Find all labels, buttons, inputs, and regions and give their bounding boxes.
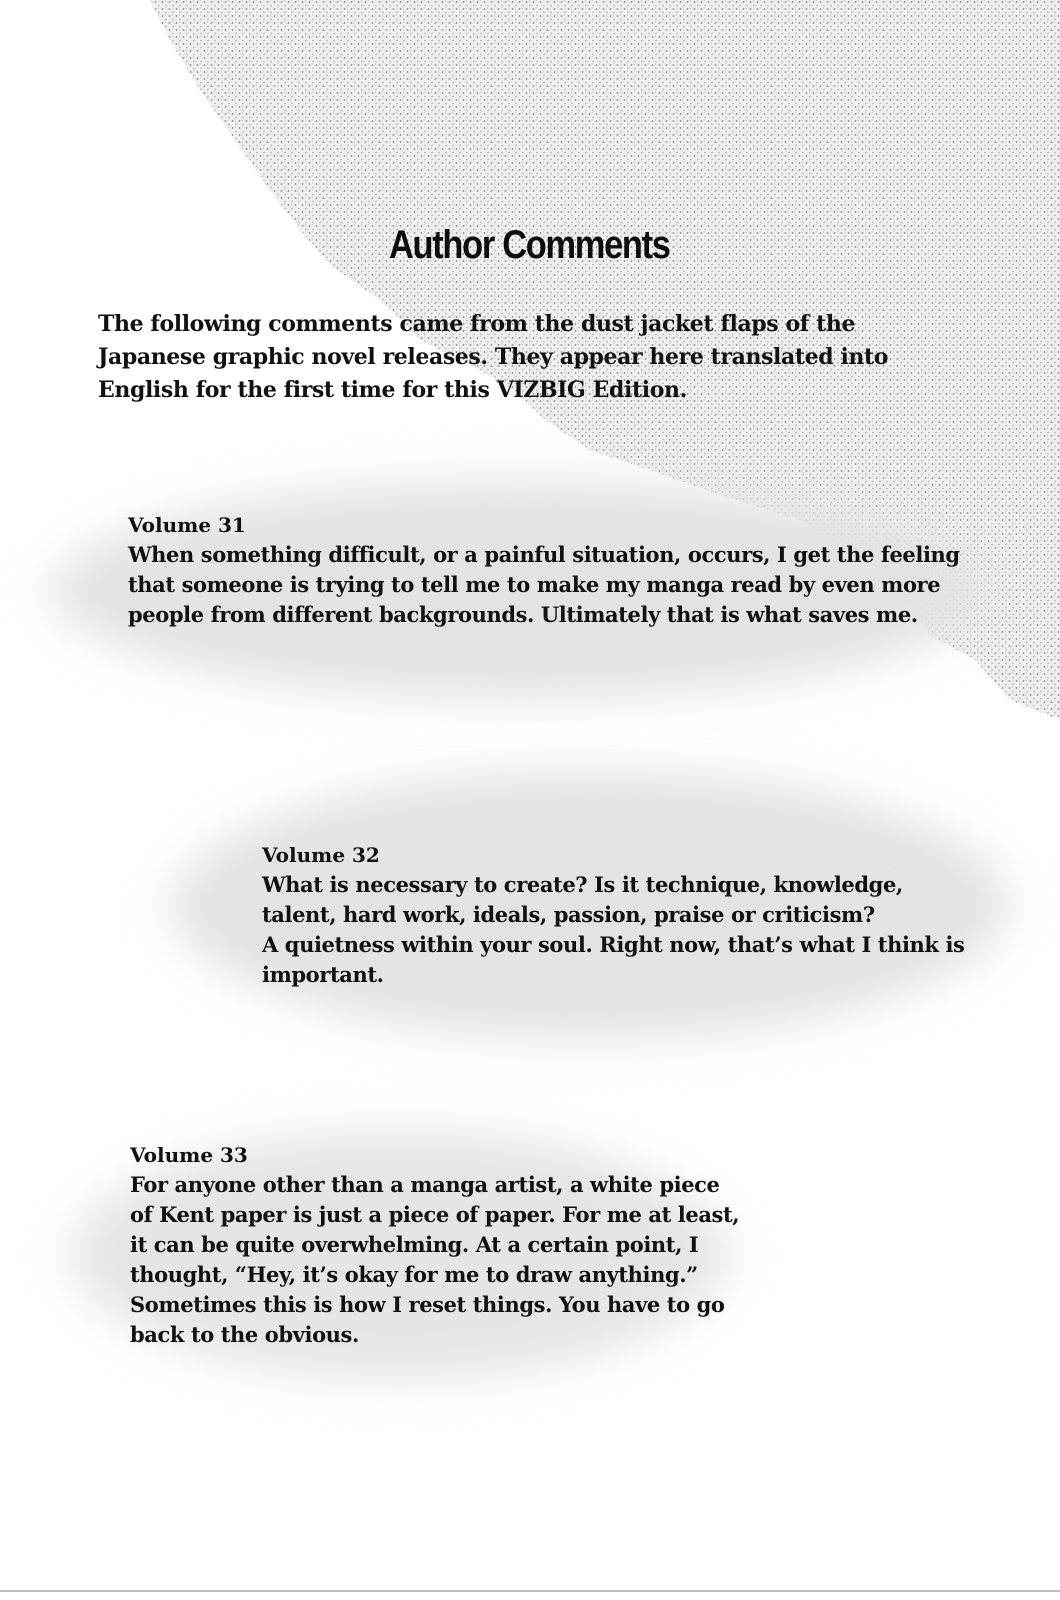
comment-line: of Kent paper is just a piece of paper. For me at least, bbox=[130, 1202, 740, 1227]
comment-line: What is necessary to create? Is it technique, knowledge, bbox=[262, 872, 903, 897]
comment-line: it can be quite overwhelming. At a certain point, I bbox=[130, 1232, 699, 1257]
comment-line: important. bbox=[262, 962, 384, 987]
comment-line: Sometimes this is how I reset things. You have to go bbox=[130, 1292, 725, 1317]
comment-line: thought, “Hey, it’s okay for me to draw anything.” bbox=[130, 1262, 698, 1287]
comment-line: A quietness within your soul. Right now, that’s what I think is bbox=[262, 932, 965, 957]
volume-heading: Volume 32 bbox=[262, 843, 380, 867]
volume-heading: Volume 31 bbox=[128, 513, 246, 537]
bottom-edge-rule bbox=[0, 1590, 1060, 1592]
comment-line: For anyone other than a manga artist, a white piece bbox=[130, 1172, 720, 1197]
volume-heading: Volume 33 bbox=[130, 1143, 248, 1167]
comment-line: people from different backgrounds. Ultimately that is what saves me. bbox=[128, 602, 918, 627]
comment-line: back to the obvious. bbox=[130, 1322, 359, 1347]
comment-volume-33 bbox=[130, 1140, 739, 1350]
comment-line: that someone is trying to tell me to make my manga read by even more bbox=[128, 572, 941, 597]
comment-line: talent, hard work, ideals, passion, praise or criticism? bbox=[262, 902, 875, 927]
comment-volume-31 bbox=[128, 510, 960, 630]
comment-line: When something difficult, or a painful situation, occurs, I get the feeling bbox=[128, 542, 960, 567]
intro-paragraph: The following comments came from the dust jacket flaps of the Japanese graphic novel releases. They appear here translated into English for the first time for this VIZBIG Edition. bbox=[98, 311, 889, 403]
comment-volume-32 bbox=[262, 840, 964, 990]
page-title: Author Comments bbox=[388, 222, 670, 267]
